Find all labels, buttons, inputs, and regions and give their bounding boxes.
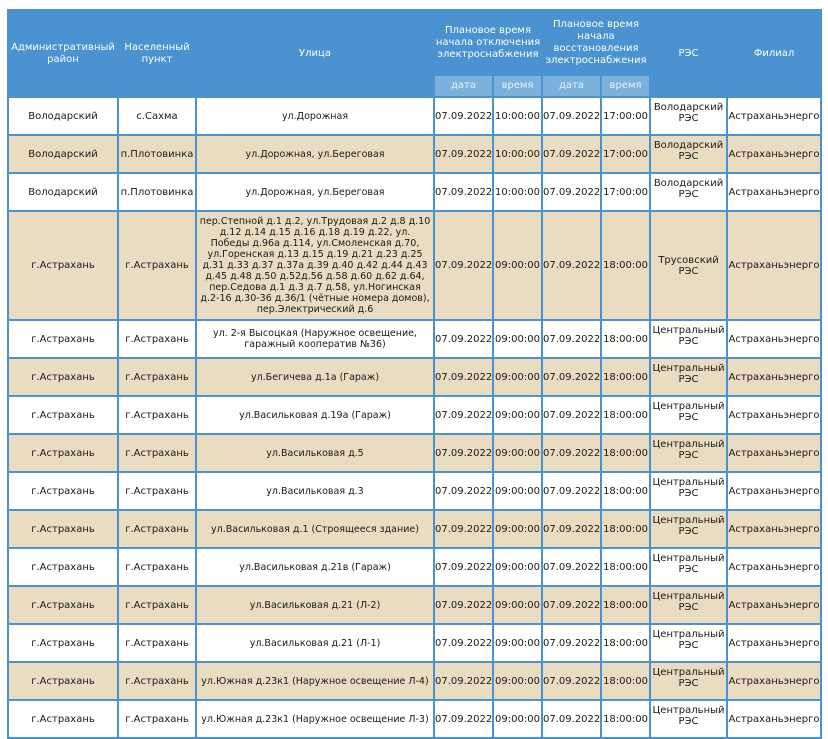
- header-off-time: Плановое время начала отключения электроснабжения: [435, 11, 541, 74]
- table-row: [9, 98, 820, 134]
- cell-district: г.Астрахань: [9, 625, 117, 661]
- cell-district: г.Астрахань: [9, 359, 117, 395]
- cell-res: Центральный РЭС: [651, 663, 726, 699]
- cell-district: г.Астрахань: [9, 212, 117, 319]
- cell-off-date: 07.09.2022: [435, 663, 492, 699]
- table-row: [9, 549, 820, 585]
- cell-on-time: 18:00:00: [602, 397, 649, 433]
- cell-off-time: 09:00:00: [494, 549, 541, 585]
- table-row: [9, 473, 820, 509]
- cell-locality: г.Астрахань: [119, 435, 195, 471]
- cell-locality: г.Астрахань: [119, 587, 195, 623]
- cell-off-date: 07.09.2022: [435, 136, 492, 172]
- cell-on-time: 17:00:00: [602, 136, 649, 172]
- cell-off-date: 07.09.2022: [435, 98, 492, 134]
- cell-street: пер.Степной д.1 д.2, ул.Трудовая д.2 д.8 д.10 д.12 д.14 д.15 д.16 д.18 д.19 д.22, ул. Победы д.96а д.114, ул.Смоленская д.70, ул.Горенская д.13 д.15 д.19 д.21 д.23 д.25 д.31 д.33 д.37 д.37а д.39 д.40 д.42 д.44 д.43 д.45 д.48 д.50 д.52д.56 д.58 д.60 д.62 д.64, пер.Седова д.1 д.3 д.7 д.58, ул.Ногинская д.2-16 д.30-36 д.36/1 (чётные номера домов), пер.Электрический д.6: [197, 212, 433, 319]
- cell-on-time: 18:00:00: [602, 625, 649, 661]
- cell-on-time: 18:00:00: [602, 701, 649, 737]
- cell-locality: п.Плотовинка: [119, 174, 195, 210]
- cell-street: ул.Васильковая д.21 (Л-2): [197, 587, 433, 623]
- cell-on-date: 07.09.2022: [543, 212, 600, 319]
- cell-on-date: 07.09.2022: [543, 663, 600, 699]
- cell-off-time: 10:00:00: [494, 136, 541, 172]
- cell-on-date: 07.09.2022: [543, 359, 600, 395]
- cell-res: Центральный РЭС: [651, 359, 726, 395]
- cell-locality: г.Астрахань: [119, 397, 195, 433]
- cell-off-date: 07.09.2022: [435, 321, 492, 357]
- cell-street: ул.Васильковая д.21в (Гараж): [197, 549, 433, 585]
- table-body: [9, 98, 820, 737]
- cell-district: г.Астрахань: [9, 587, 117, 623]
- cell-on-date: 07.09.2022: [543, 136, 600, 172]
- cell-res: Центральный РЭС: [651, 511, 726, 547]
- cell-off-time: 10:00:00: [494, 98, 541, 134]
- cell-on-date: 07.09.2022: [543, 321, 600, 357]
- cell-off-date: 07.09.2022: [435, 511, 492, 547]
- cell-branch: Астраханьэнерго: [728, 397, 820, 433]
- cell-branch: Астраханьэнерго: [728, 511, 820, 547]
- cell-locality: г.Астрахань: [119, 625, 195, 661]
- cell-street: ул.Васильковая д.21 (Л-1): [197, 625, 433, 661]
- cell-off-time: 09:00:00: [494, 435, 541, 471]
- cell-off-date: 07.09.2022: [435, 174, 492, 210]
- cell-res: Центральный РЭС: [651, 321, 726, 357]
- cell-on-time: 18:00:00: [602, 473, 649, 509]
- cell-res: Центральный РЭС: [651, 549, 726, 585]
- cell-res: Центральный РЭС: [651, 701, 726, 737]
- cell-district: г.Астрахань: [9, 663, 117, 699]
- cell-res: Центральный РЭС: [651, 587, 726, 623]
- cell-off-date: 07.09.2022: [435, 701, 492, 737]
- cell-street: ул.Дорожная: [197, 98, 433, 134]
- cell-street: ул.Васильковая д.19а (Гараж): [197, 397, 433, 433]
- cell-on-time: 18:00:00: [602, 587, 649, 623]
- header-branch: Филиал: [728, 11, 820, 96]
- cell-on-time: 18:00:00: [602, 663, 649, 699]
- cell-off-date: 07.09.2022: [435, 435, 492, 471]
- cell-off-time: 09:00:00: [494, 511, 541, 547]
- cell-off-time: 09:00:00: [494, 473, 541, 509]
- cell-off-time: 09:00:00: [494, 212, 541, 319]
- cell-street: ул.Дорожная, ул.Береговая: [197, 136, 433, 172]
- header-street: Улица: [197, 11, 433, 96]
- cell-on-time: 18:00:00: [602, 321, 649, 357]
- cell-district: Володарский: [9, 98, 117, 134]
- cell-locality: с.Сахма: [119, 98, 195, 134]
- table-row: [9, 435, 820, 471]
- cell-branch: Астраханьэнерго: [728, 174, 820, 210]
- cell-locality: г.Астрахань: [119, 511, 195, 547]
- cell-res: Володарский РЭС: [651, 174, 726, 210]
- table-row: [9, 587, 820, 623]
- cell-branch: Астраханьэнерго: [728, 625, 820, 661]
- cell-off-time: 10:00:00: [494, 174, 541, 210]
- table-row: [9, 321, 820, 357]
- cell-district: г.Астрахань: [9, 397, 117, 433]
- table-row: [9, 663, 820, 699]
- cell-on-time: 17:00:00: [602, 174, 649, 210]
- table-row: [9, 359, 820, 395]
- cell-on-date: 07.09.2022: [543, 587, 600, 623]
- cell-on-time: 18:00:00: [602, 212, 649, 319]
- cell-on-time: 18:00:00: [602, 549, 649, 585]
- cell-street: ул.Южная д.23к1 (Наружное освещение Л-4): [197, 663, 433, 699]
- cell-res: Центральный РЭС: [651, 397, 726, 433]
- cell-off-time: 09:00:00: [494, 701, 541, 737]
- table-row: [9, 174, 820, 210]
- cell-locality: г.Астрахань: [119, 359, 195, 395]
- cell-district: г.Астрахань: [9, 701, 117, 737]
- cell-branch: Астраханьэнерго: [728, 321, 820, 357]
- cell-locality: г.Астрахань: [119, 701, 195, 737]
- table-row: [9, 511, 820, 547]
- cell-district: Володарский: [9, 136, 117, 172]
- header-row: [9, 11, 820, 74]
- cell-branch: Астраханьэнерго: [728, 587, 820, 623]
- subheader-off-date: дата: [435, 76, 492, 96]
- cell-on-time: 18:00:00: [602, 359, 649, 395]
- cell-off-time: 09:00:00: [494, 321, 541, 357]
- cell-off-time: 09:00:00: [494, 397, 541, 433]
- cell-district: Володарский: [9, 174, 117, 210]
- cell-branch: Астраханьэнерго: [728, 98, 820, 134]
- cell-on-date: 07.09.2022: [543, 473, 600, 509]
- cell-res: Володарский РЭС: [651, 136, 726, 172]
- cell-branch: Астраханьэнерго: [728, 435, 820, 471]
- outage-schedule-table: [7, 9, 822, 739]
- cell-res: Центральный РЭС: [651, 435, 726, 471]
- cell-branch: Астраханьэнерго: [728, 701, 820, 737]
- table-row: [9, 212, 820, 319]
- cell-off-date: 07.09.2022: [435, 212, 492, 319]
- cell-res: Трусовский РЭС: [651, 212, 726, 319]
- cell-on-time: 18:00:00: [602, 435, 649, 471]
- cell-district: г.Астрахань: [9, 473, 117, 509]
- cell-street: ул.Васильковая д.3: [197, 473, 433, 509]
- cell-locality: г.Астрахань: [119, 212, 195, 319]
- header-locality: Населенный пункт: [119, 11, 195, 96]
- cell-locality: г.Астрахань: [119, 321, 195, 357]
- cell-off-time: 09:00:00: [494, 625, 541, 661]
- cell-street: ул.Южная д.23к1 (Наружное освещение Л-3): [197, 701, 433, 737]
- table-row: [9, 701, 820, 737]
- cell-district: г.Астрахань: [9, 511, 117, 547]
- cell-street: ул.Бегичева д.1а (Гараж): [197, 359, 433, 395]
- cell-street: ул.Васильковая д.1 (Строящееся здание): [197, 511, 433, 547]
- cell-branch: Астраханьэнерго: [728, 136, 820, 172]
- cell-locality: г.Астрахань: [119, 663, 195, 699]
- cell-on-date: 07.09.2022: [543, 701, 600, 737]
- cell-off-date: 07.09.2022: [435, 625, 492, 661]
- header-res: РЭС: [651, 11, 726, 96]
- cell-branch: Астраханьэнерго: [728, 663, 820, 699]
- cell-off-date: 07.09.2022: [435, 549, 492, 585]
- cell-locality: п.Плотовинка: [119, 136, 195, 172]
- cell-off-date: 07.09.2022: [435, 397, 492, 433]
- cell-off-time: 09:00:00: [494, 587, 541, 623]
- cell-res: Центральный РЭС: [651, 625, 726, 661]
- cell-locality: г.Астрахань: [119, 473, 195, 509]
- cell-branch: Астраханьэнерго: [728, 473, 820, 509]
- cell-on-date: 07.09.2022: [543, 397, 600, 433]
- table-row: [9, 625, 820, 661]
- subheader-on-time: время: [602, 76, 649, 96]
- cell-branch: Астраханьэнерго: [728, 212, 820, 319]
- cell-off-time: 09:00:00: [494, 359, 541, 395]
- cell-off-time: 09:00:00: [494, 663, 541, 699]
- cell-on-time: 18:00:00: [602, 511, 649, 547]
- cell-on-date: 07.09.2022: [543, 98, 600, 134]
- cell-res: Центральный РЭС: [651, 473, 726, 509]
- cell-branch: Астраханьэнерго: [728, 549, 820, 585]
- header-district: Административный район: [9, 11, 117, 96]
- cell-district: г.Астрахань: [9, 321, 117, 357]
- subheader-off-time: время: [494, 76, 541, 96]
- cell-off-date: 07.09.2022: [435, 359, 492, 395]
- cell-street: ул. 2-я Высоцкая (Наружное освещение, гаражный кооператив №36): [197, 321, 433, 357]
- cell-on-date: 07.09.2022: [543, 435, 600, 471]
- cell-on-date: 07.09.2022: [543, 511, 600, 547]
- cell-street: ул.Васильковая д.5: [197, 435, 433, 471]
- table-row: [9, 136, 820, 172]
- cell-res: Володарский РЭС: [651, 98, 726, 134]
- cell-off-date: 07.09.2022: [435, 473, 492, 509]
- cell-on-date: 07.09.2022: [543, 174, 600, 210]
- cell-on-date: 07.09.2022: [543, 625, 600, 661]
- cell-street: ул.Дорожная, ул.Береговая: [197, 174, 433, 210]
- cell-locality: г.Астрахань: [119, 549, 195, 585]
- cell-on-time: 17:00:00: [602, 98, 649, 134]
- table-row: [9, 397, 820, 433]
- subheader-on-date: дата: [543, 76, 600, 96]
- cell-off-date: 07.09.2022: [435, 587, 492, 623]
- cell-branch: Астраханьэнерго: [728, 359, 820, 395]
- cell-district: г.Астрахань: [9, 435, 117, 471]
- cell-on-date: 07.09.2022: [543, 549, 600, 585]
- cell-district: г.Астрахань: [9, 549, 117, 585]
- header-restore-time: Плановое время начала восстановления электроснабжения: [543, 11, 649, 74]
